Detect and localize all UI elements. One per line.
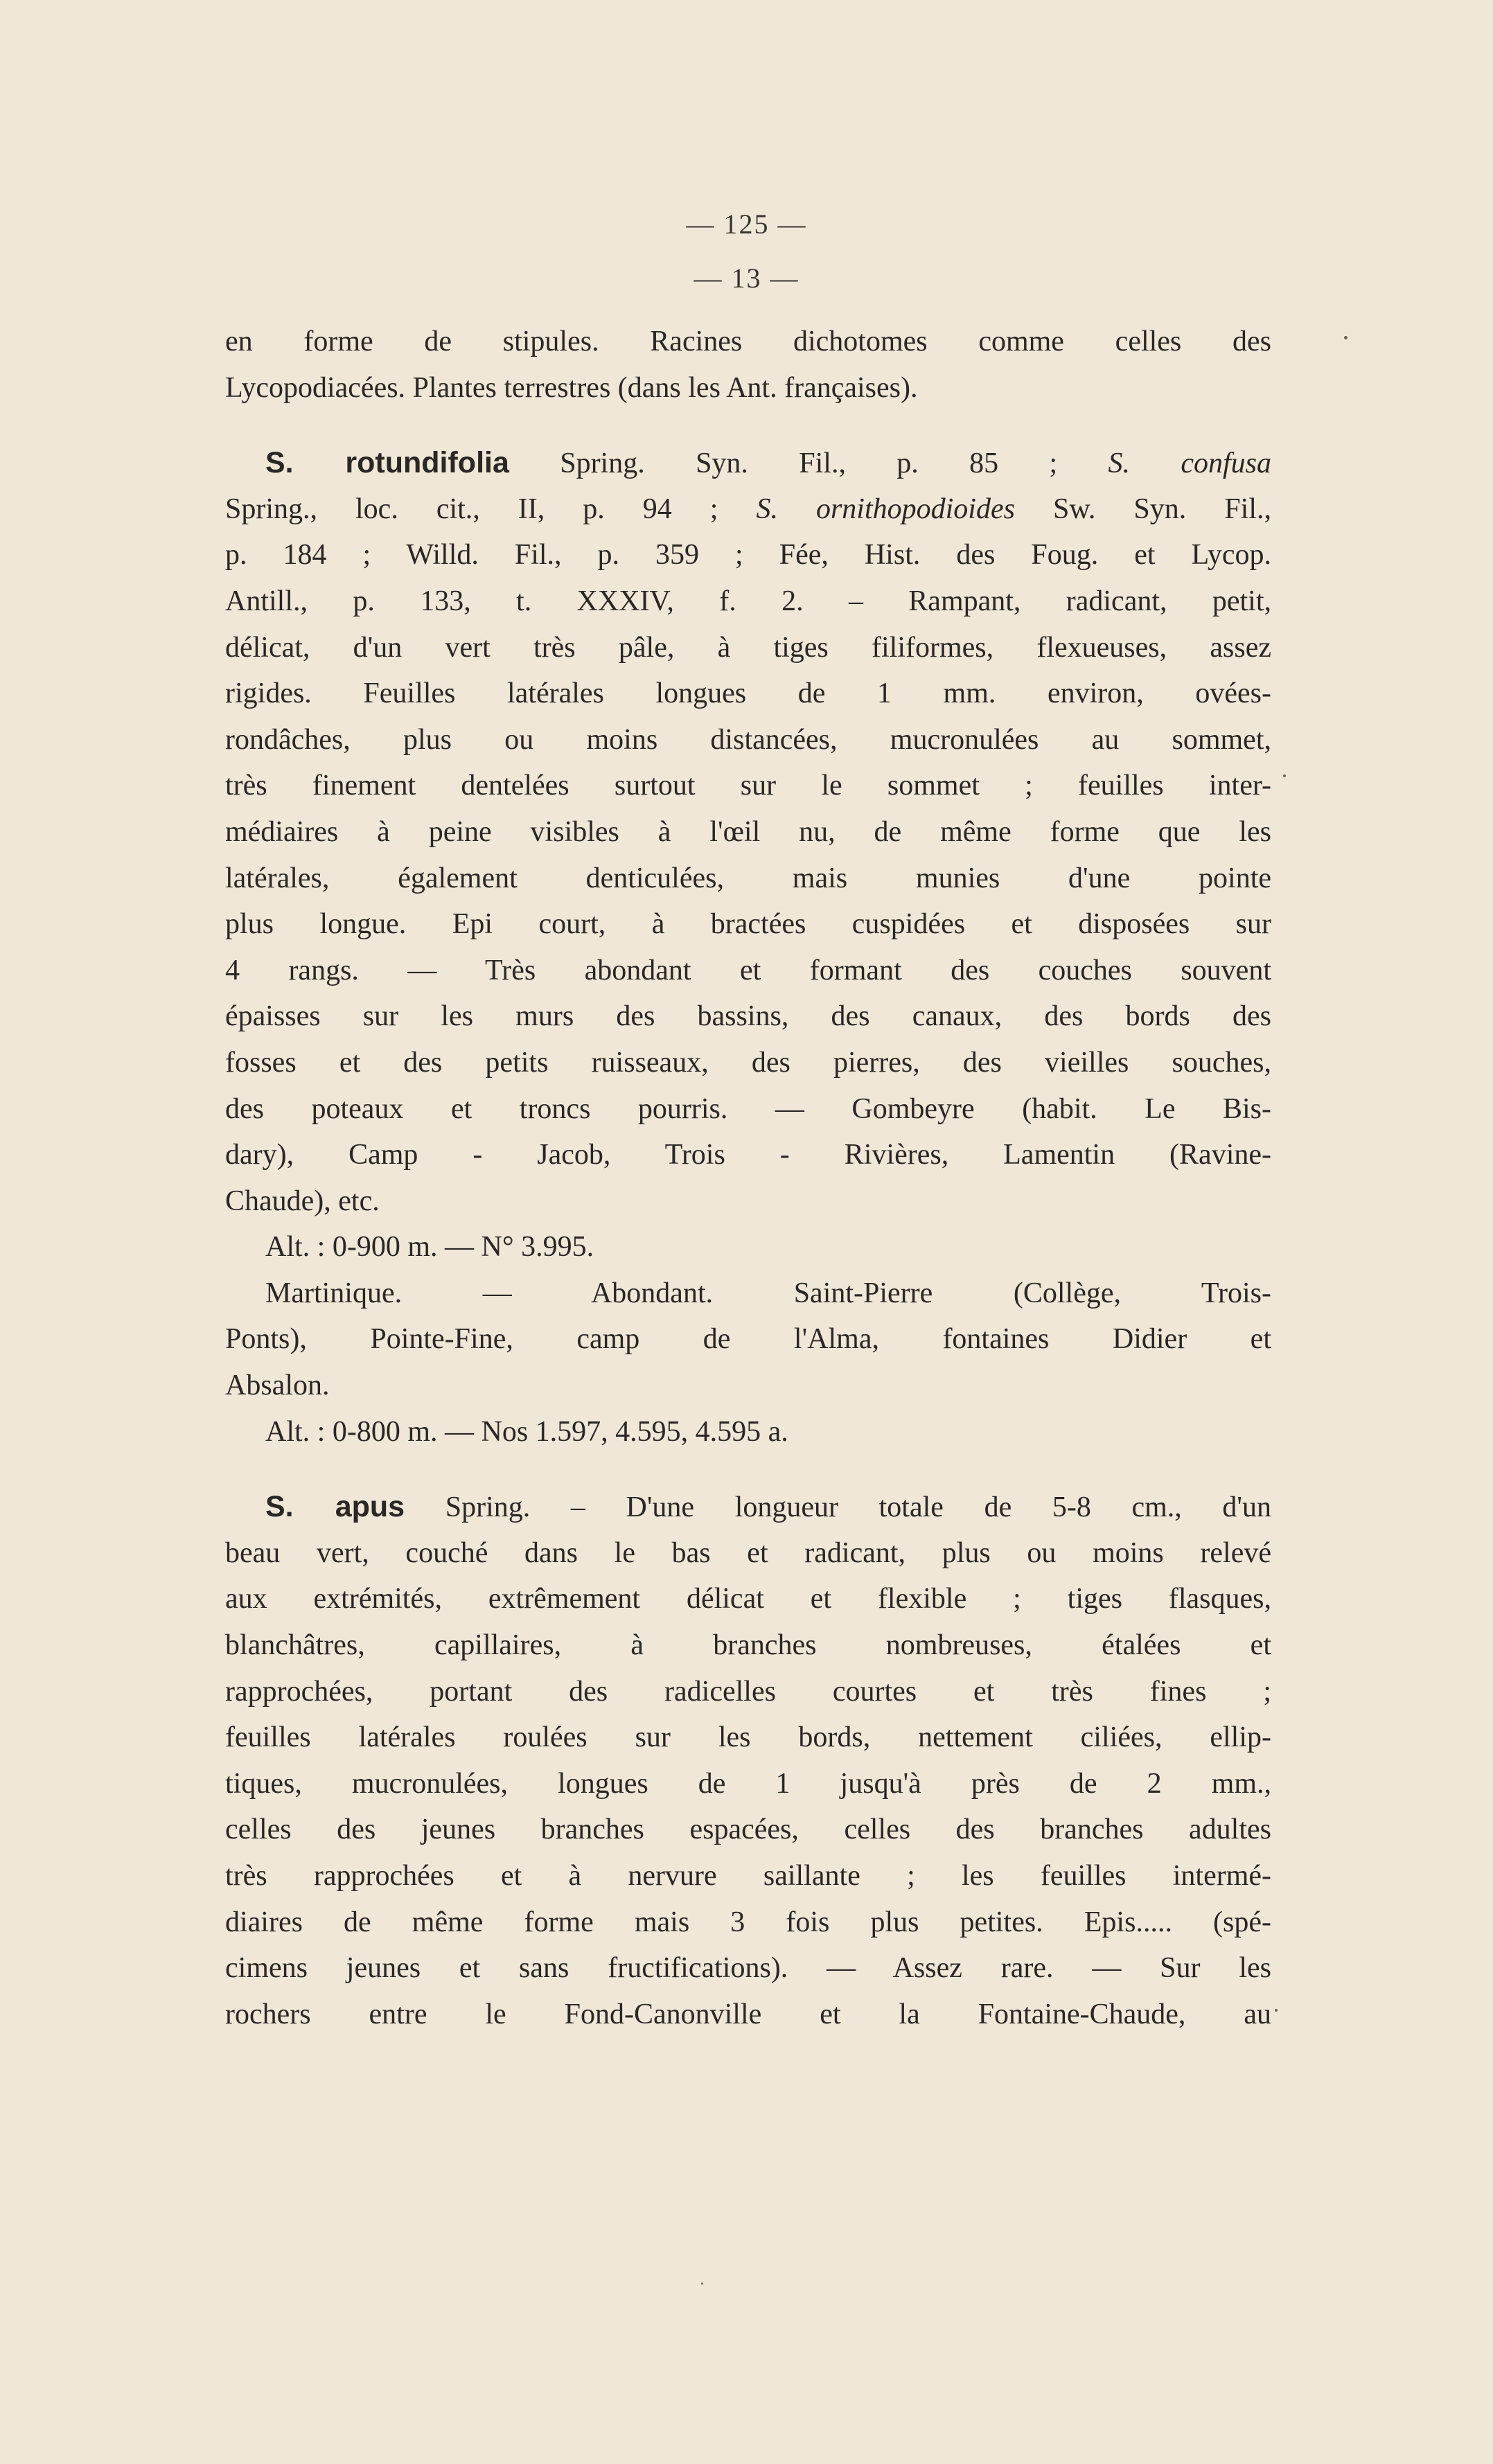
folio-original: — 125 — [686, 209, 807, 240]
body-text [225, 319, 1271, 2037]
text-line: rigides. Feuilles latérales longues de 1 mm. environ, ovées- [225, 677, 1271, 710]
text-line: cimens jeunes et sans fructifications). — Assez rare. — Sur les [225, 1952, 1271, 1985]
text-line: dary), Camp - Jacob, Trois - Rivières, Lamentin (Ravine- [225, 1139, 1271, 1171]
text-line: latérales, également denticulées, mais munies d'une pointe [225, 862, 1271, 894]
text-line: fosses et des petits ruisseaux, des pierres, des vieilles souches, [225, 1046, 1271, 1079]
print-speck [1344, 336, 1348, 339]
text-line: épaisses sur les murs des bassins, des canaux, des bords des [225, 1000, 1271, 1033]
species-heading-line [225, 1484, 1271, 1530]
species-name: S. apus [265, 1490, 405, 1524]
text-line: médiaires à peine visibles à l'œil nu, de même forme que les [225, 815, 1271, 848]
text-line: diaires de même forme mais 3 fois plus petites. Epis..... (spé- [225, 1906, 1271, 1938]
text-line: Absalon. [225, 1370, 330, 1402]
text-line: en forme de stipules. Racines dichotomes comme celles des [225, 326, 1271, 357]
text-line: beau vert, couché dans le bas et radicant, plus ou moins relevé [225, 1536, 1271, 1569]
text-line: Lycopodiacées. Plantes terrestres (dans les Ant. françaises). [225, 371, 918, 404]
text-line: rochers entre le Fond-Canonville et la Fontaine-Chaude, au [225, 1998, 1271, 2030]
text-line: tiques, mucronulées, longues de 1 jusqu'à près de 2 mm., [225, 1767, 1271, 1800]
text-line: plus longue. Epi court, à bractées cuspidées et disposées sur [225, 908, 1271, 941]
text-span: Spring., loc. cit., II, p. 94 ; [225, 493, 757, 525]
text-line: feuilles latérales roulées sur les bords, nettement ciliées, ellip- [225, 1721, 1271, 1754]
text-line: Chaude), etc. [225, 1185, 380, 1217]
folio-reprint: — 13 — [694, 263, 799, 294]
text-line: p. 184 ; Willd. Fil., p. 359 ; Fée, Hist. des Foug. et Lycop. [225, 539, 1271, 571]
text-span: Spring. Syn. Fil., p. 85 ; [509, 447, 1108, 480]
text-line: rondâches, plus ou moins distancées, mucronulées au sommet, [225, 723, 1271, 756]
text-span: Spring. – D'une longueur totale de 5-8 cm., d'un [405, 1491, 1271, 1524]
text-line: blanchâtres, capillaires, à branches nombreuses, étalées et [225, 1629, 1271, 1662]
print-speck [1283, 774, 1286, 777]
text-line: Antill., p. 133, t. XXXIV, f. 2. – Rampant, radicant, petit, [225, 585, 1271, 617]
altitude-line: Alt. : 0-800 m. — Nos 1.597, 4.595, 4.595 a. [265, 1415, 788, 1448]
text-line: très finement dentelées surtout sur le sommet ; feuilles inter- [225, 770, 1271, 802]
text-line: rapprochées, portant des radicelles courtes et très fines ; [225, 1675, 1271, 1708]
species-name: S. rotundifolia [265, 446, 509, 480]
text-line: Martinique. — Abondant. Saint-Pierre (Collège, Trois- [265, 1277, 1271, 1309]
text-line [225, 486, 1271, 533]
text-line: des poteaux et troncs pourris. — Gombeyre (habit. Le Bis- [225, 1092, 1271, 1125]
print-speck [1275, 2009, 1278, 2012]
synonym-name: S. confusa [1108, 447, 1271, 480]
text-span: Sw. Syn. Fil., [1014, 493, 1271, 525]
print-speck [701, 2283, 703, 2285]
text-line: très rapprochées et à nervure saillante ; les feuilles intermé- [225, 1860, 1271, 1892]
text-line: délicat, d'un vert très pâle, à tiges filiformes, flexueuses, assez [225, 631, 1271, 664]
text-line: celles des jeunes branches espacées, celles des branches adultes [225, 1814, 1271, 1846]
synonym-name: S. ornithopodioides [756, 493, 1015, 525]
altitude-line: Alt. : 0-900 m. — N° 3.995. [265, 1231, 594, 1264]
species-heading-line [225, 440, 1271, 486]
text-line: aux extrémités, extrêmement délicat et flexible ; tiges flasques, [225, 1583, 1271, 1615]
text-line: 4 rangs. — Très abondant et formant des couches souvent [225, 954, 1271, 986]
text-line: Ponts), Pointe-Fine, camp de l'Alma, fontaines Didier et [225, 1323, 1271, 1356]
